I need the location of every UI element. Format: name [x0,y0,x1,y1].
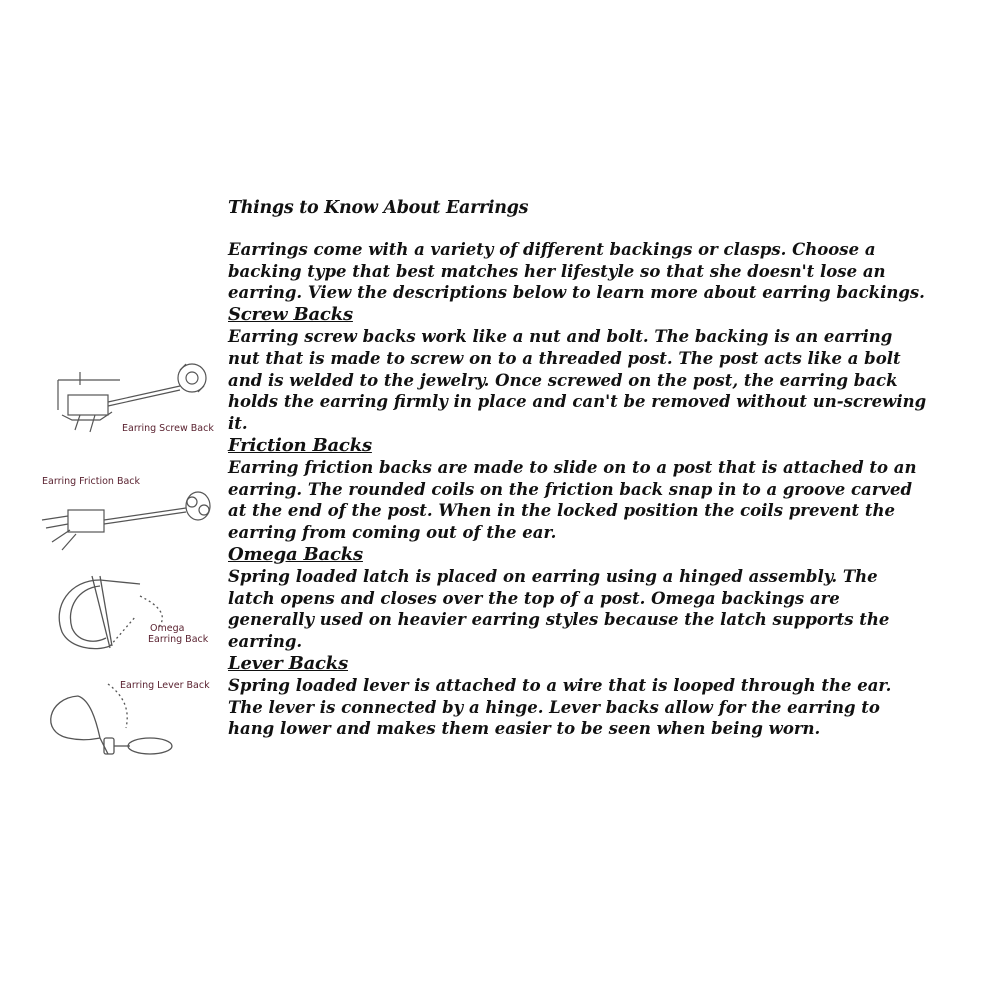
section-heading-screw-backs: Screw Backs [228,304,353,326]
section-heading-friction-backs: Friction Backs [228,434,372,456]
friction-back-sketch-icon [38,480,218,560]
document-body [228,198,928,740]
friction-back-illustration [38,474,218,560]
page-title: Things to Know About Earrings [228,198,529,218]
omega-back-label-line1: Omega [150,623,185,634]
section-heading-lever-backs: Lever Backs [228,652,349,674]
friction-back-label: Earring Friction Back [42,476,141,487]
lever-back-label: Earring Lever Back [120,680,210,691]
section-body-lever-backs: Spring loaded lever is attached to a wire that is looped through the ear. The lever is connected by a hinge. Lever backs allow for the earring to hang lower and makes them easier to be seen when being worn. [228,675,892,739]
screw-back-label: Earring Screw Back [122,423,214,434]
intro-paragraph: Earrings come with a variety of different backings or clasps. Choose a backing type that best matches her lifestyle so that she doesn't lose an earring. View the descriptions below to learn more about earring backings. [228,239,925,303]
lever-back-illustration [38,676,218,766]
section-heading-omega-backs: Omega Backs [228,543,363,565]
section-body-omega-backs: Spring loaded latch is placed on earring using a hinged assembly. The latch opens and closes over the top of a post. Omega backings are generally used on heavier earring styles because the latch supports the earring. [228,566,890,652]
section-body-friction-backs: Earring friction backs are made to slide on to a post that is attached to an earring. The rounded coils on the friction back snap in to a groove carved at the end of the post. When in the locked position the coils prevent the earring from coming out of the ear. [228,457,917,543]
section-body-screw-backs: Earring screw backs work like a nut and bolt. The backing is an earring nut that is made to screw on to a threaded post. The post acts like a bolt and is welded to the jewelry. Once screwed on the post, the earring back holds the earring firmly in place and can't be removed without un-screwing it. [228,326,927,434]
omega-back-label-line2: Earring Back [148,634,209,645]
screw-back-illustration [40,350,220,440]
omega-back-illustration [40,566,220,656]
